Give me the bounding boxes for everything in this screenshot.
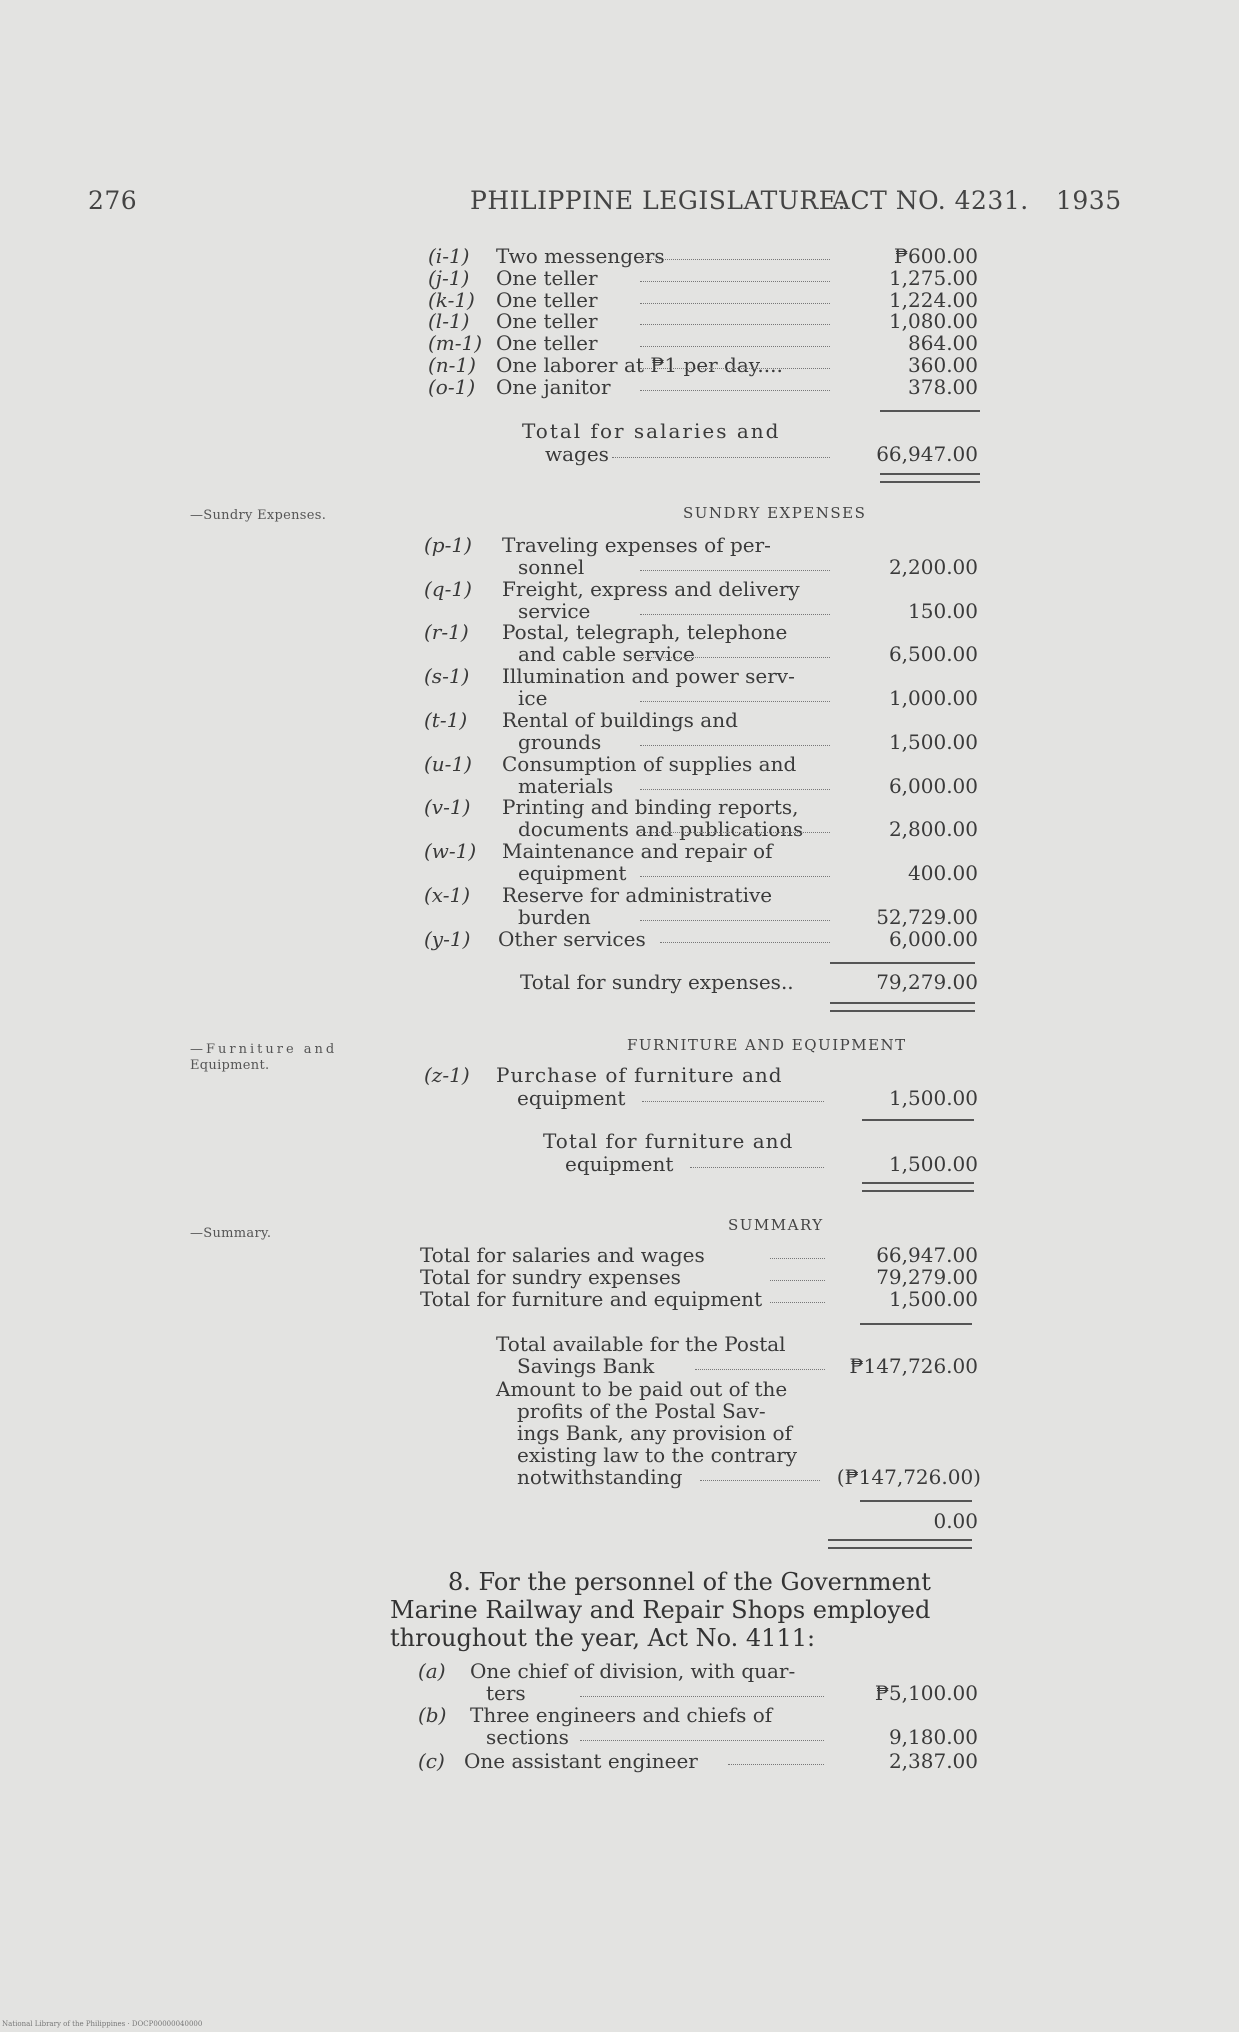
item-text: Rental of buildings and [502,707,738,732]
summary-text: Total for salaries and wages [420,1243,705,1267]
item-text: documents and publications [518,817,804,842]
salaries-total-line1: Total for salaries and [522,419,781,443]
balance-row [0,1510,1239,1532]
item-text: One teller [496,265,598,290]
item-text: Consumption of supplies and [502,751,797,776]
item-text: materials [518,773,614,798]
item-amount: 378.00 [908,374,978,399]
salary-row [0,332,1239,354]
salaries-double-rule [880,473,980,483]
act-number: ACT NO. 4231. [832,186,1029,215]
summary-amount: 1,500.00 [888,1287,978,1311]
salaries-total-amount: 66,947.00 [876,442,978,466]
amount-paid-line [0,1444,1239,1466]
item-code: (s-1) [424,664,470,689]
balance-amount: 0.00 [933,1509,978,1533]
item-code: (j-1) [428,265,470,290]
sundry-last-item: (y-1) Other services 6,000.00 [424,927,978,951]
item-amount: 2,800.00 [888,817,978,842]
sundry-heading: SUNDRY EXPENSES [683,504,867,522]
item-code: (w-1) [424,838,477,863]
item-code: (n-1) [428,353,476,377]
amount-paid-line [0,1400,1239,1422]
item-text: and cable service [518,642,695,667]
balance-rule [860,1500,972,1502]
item-text: One laborer at ₱1 per day.... [496,353,783,377]
sundry-item-line1 [0,840,1239,862]
summary-row [0,1244,1239,1266]
sundry-double-rule [830,1002,975,1012]
item-code: (a) [418,1659,446,1683]
sundry-item-line2 [0,731,1239,753]
item-text: ters [486,1681,526,1705]
sundry-item-line2 [0,862,1239,884]
item-code: (o-1) [428,374,476,399]
item-amount: 1,500.00 [888,729,978,754]
item-text: One teller [496,309,598,334]
summary-amount: 66,947.00 [876,1243,978,1267]
available-amount: ₱147,726.00 [849,1354,978,1378]
sundry-item-line1 [0,709,1239,731]
item-code: (l-1) [428,309,470,334]
item-code: (k-1) [428,287,475,312]
furniture-item-line2: equipment 1,500.00 [517,1086,978,1110]
item-text: Maintenance and repair of [502,838,773,863]
salary-row [0,376,1239,398]
item-text: One teller [496,331,598,356]
item-amount: 864.00 [908,331,978,356]
item-code: (t-1) [424,707,468,732]
sundry-item-line2 [0,687,1239,709]
item-amount: 6,500.00 [888,642,978,667]
sundry-item-line1 [0,796,1239,818]
item-code: (p-1) [424,533,472,557]
item-amount: 1,080.00 [888,309,978,334]
item-text: Freight, express and delivery [502,576,800,601]
summary-heading: SUMMARY [728,1216,824,1234]
amount-paid-value: (₱147,726.00) [836,1465,981,1489]
item-amount: 1,275.00 [888,265,978,290]
balance-double-rule [828,1539,972,1549]
item-amount: 9,180.00 [888,1725,978,1749]
item-code: (x-1) [424,882,471,907]
sundry-item-line2 [0,556,1239,578]
item-text: Reserve for administrative [502,882,773,907]
text-line: Amount to be paid out of the [496,1377,788,1401]
sundry-item-line1 [0,753,1239,775]
paragraph-line: Marine Railway and Repair Shops employed [390,1596,931,1624]
paragraph-line: throughout the year, Act No. 4111: [390,1624,816,1652]
item-text: Three engineers and chiefs of [470,1703,773,1727]
item-code: (v-1) [424,795,471,820]
item-amount: 400.00 [908,860,978,885]
item-text: burden [518,904,591,929]
summary-text: Total for sundry expenses [420,1265,681,1289]
summary-rule [860,1323,972,1325]
furniture-rule [862,1119,974,1121]
item-text: sections [486,1725,569,1749]
item-code: (b) [418,1703,447,1727]
salary-row [0,245,1239,267]
item-amount: ₱5,100.00 [874,1681,978,1705]
section-8-item-line2 [0,1682,1239,1704]
salary-row [0,267,1239,289]
item-text: One teller [496,287,598,312]
summary-text: Total for furniture and equipment [420,1287,763,1311]
summary-side-note: —Summary. [190,1226,272,1241]
sundry-item-line2 [0,906,1239,928]
salaries-total-line2: wages 66,947.00 [545,442,978,466]
sundry-item-line2 [0,643,1239,665]
available-line2: Savings Bank ₱147,726.00 [517,1354,978,1378]
item-text: One chief of division, with quar- [470,1659,796,1683]
item-amount: 1,224.00 [888,287,978,312]
item-text: grounds [518,729,602,754]
section-8-item-line2 [0,1726,1239,1748]
item-text: Printing and binding reports, [502,795,799,820]
item-text: ice [518,686,548,711]
item-code: (m-1) [428,331,483,356]
furniture-double-rule [862,1182,974,1192]
sundry-rule [830,962,975,964]
item-amount: 52,729.00 [876,904,978,929]
furniture-side-note-1: —Furniture and [190,1042,338,1057]
item-text: sonnel [518,555,585,579]
sundry-item-line1 [0,621,1239,643]
section-8-last-item: (c) One assistant engineer 2,387.00 [418,1749,978,1773]
summary-amount: 79,279.00 [876,1265,978,1289]
item-code: (u-1) [424,751,472,776]
section-8-item-line1 [0,1704,1239,1726]
furniture-total-line1: Total for furniture and [543,1129,794,1153]
text-line: existing law to the contrary [517,1443,798,1467]
item-amount: ₱600.00 [893,244,978,268]
salaries-rule [880,410,980,412]
amount-paid-line [0,1422,1239,1444]
summary-row [0,1288,1239,1310]
sundry-item-line2 [0,775,1239,797]
sundry-total: Total for sundry expenses.. 79,279.00 [520,970,978,994]
text-line: profits of the Postal Sav- [517,1399,766,1423]
text-line: ings Bank, any provision of [517,1421,792,1445]
header-year: 1935 [1056,186,1122,215]
sundry-side-note: —Sundry Expenses. [190,508,327,523]
page-number: 276 [88,186,138,215]
item-amount: 2,200.00 [888,555,978,579]
salary-row [0,310,1239,332]
salary-row [0,289,1239,311]
amount-paid-last: notwithstanding (₱147,726.00) [517,1465,981,1489]
item-text: One janitor [496,374,611,399]
footer-watermark: National Library of the Philippines · DOCP00000040000 [2,2020,203,2028]
furniture-heading: FURNITURE AND EQUIPMENT [627,1036,907,1054]
item-text: Two messengers [496,244,665,268]
item-text: Postal, telegraph, telephone [502,620,788,645]
sundry-item-line2 [0,600,1239,622]
available-line1: Total available for the Postal [496,1332,786,1356]
salary-row [0,354,1239,376]
furniture-item-line1: (z-1) Purchase of furniture and [424,1063,783,1087]
item-amount: 1,000.00 [888,686,978,711]
item-text: Illumination and power serv- [502,664,795,689]
summary-row [0,1266,1239,1288]
sundry-item-line1 [0,534,1239,556]
running-title: PHILIPPINE LEGISLATURE. [470,186,846,215]
item-code: (i-1) [428,244,470,268]
sundry-item-line1 [0,884,1239,906]
section-8-item-line1 [0,1660,1239,1682]
amount-paid-line [0,1378,1239,1400]
paragraph-line: 8. For the personnel of the Government [448,1568,931,1596]
sundry-item-line1 [0,665,1239,687]
item-amount: 360.00 [908,353,978,377]
item-code: (q-1) [424,576,472,601]
furniture-total-line2: equipment 1,500.00 [565,1152,978,1176]
sundry-item-line1 [0,578,1239,600]
item-text: Traveling expenses of per- [502,533,771,557]
item-text: equipment [518,860,627,885]
item-code: (r-1) [424,620,469,645]
sundry-item-line2 [0,818,1239,840]
item-text: service [518,598,591,623]
furniture-side-note-2: Equipment. [190,1058,270,1073]
item-amount: 6,000.00 [888,773,978,798]
item-amount: 150.00 [908,598,978,623]
